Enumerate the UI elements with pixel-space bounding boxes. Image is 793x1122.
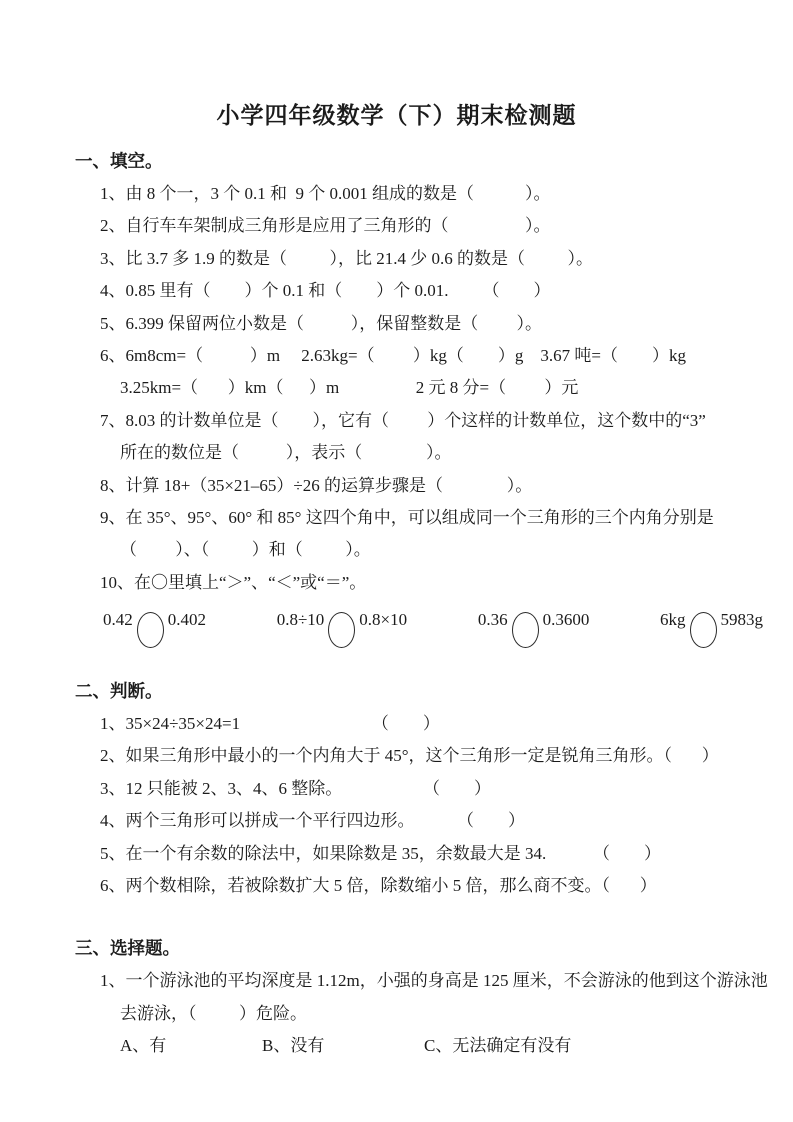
comparison-4-left-value: 6kg (660, 610, 686, 630)
judge-question-4: 4、两个三角形可以拼成一个平行四边形。 （ ） (100, 811, 525, 831)
comparison-2-right-value: 0.8×10 (359, 610, 408, 630)
fill-question-5: 5、6.399 保留两位小数是（ ），保留整数是（ ）。 (100, 313, 542, 333)
comparison-item-1 (103, 606, 206, 642)
fill-question-7-line-1: 7、8.03 的计数单位是（ ），它有（ ）个这样的计数单位，这个数中的“3” (100, 410, 706, 430)
answer-circle-icon (328, 612, 355, 648)
section-multiple-choice (75, 932, 768, 1062)
choice-question-1-options (75, 1030, 757, 1062)
answer-circle-icon (690, 612, 717, 648)
section-true-false (75, 675, 757, 902)
comparison-1-left-value: 0.42 (103, 610, 133, 630)
fill-question-4: 4、0.85 里有（ ）个 0.1 和（ ）个 0.01. （ ） (100, 281, 551, 301)
section-fill-heading: 一、填空。 (75, 151, 163, 171)
fill-question-10: 10、在〇里填上“＞”、“＜”或“＝”。 (100, 572, 367, 592)
choice-question-1-line-2: 去游泳，（ ）危险。 (120, 1003, 307, 1023)
fill-question-3: 3、比 3.7 多 1.9 的数是（ ），比 21.4 少 0.6 的数是（ ）。 (100, 248, 593, 268)
judge-question-2: 2、如果三角形中最小的一个内角大于 45°，这个三角形一定是锐角三角形。（ ） (100, 746, 719, 766)
fill-question-6-line-2: 3.25km=（ ）km（ ）m 2 元 8 分=（ ）元 (120, 378, 579, 398)
fill-question-6-line-1: 6、6m8cm=（ ）m 2.63kg=（ ）kg（ ）g 3.67 吨=（ ）kg (100, 345, 686, 365)
fill-question-8: 8、计算 18+（35×21–65）÷26 的运算步骤是（ ）。 (100, 475, 533, 495)
comparison-2-left-value: 0.8÷10 (276, 610, 325, 630)
fill-question-7-line-2: 所在的数位是（ ），表示（ ）。 (120, 443, 452, 463)
comparison-item-3 (478, 606, 590, 642)
section-fill-in-blanks (75, 145, 763, 649)
page-content (0, 145, 793, 1063)
comparison-3-left-value: 0.36 (477, 610, 508, 630)
page-title: 小学四年级数学（下）期末检测题 (216, 102, 577, 128)
comparison-item-4 (660, 606, 763, 642)
comparison-1-right-value: 0.402 (167, 610, 206, 630)
comparison-item-2 (277, 606, 407, 642)
comparison-3-right-value: 0.3600 (542, 610, 590, 630)
answer-circle-icon (512, 612, 539, 648)
choice-option-a: A、有 (120, 1036, 167, 1056)
answer-circle-icon (137, 612, 164, 648)
fill-question-2: 2、自行车车架制成三角形是应用了三角形的（ ）。 (100, 216, 551, 236)
choice-option-c: C、无法确定有没有 (424, 1036, 572, 1056)
fill-question-1: 1、由 8 个一，3 个 0.1 和 9 个 0.001 组成的数是（ ）。 (100, 184, 551, 203)
choice-question-1-line-1: 1、一个游泳池的平均深度是 1.12m，小强的身高是 125 厘米，不会游泳的他到这个游泳池 (100, 971, 768, 991)
judge-question-3: 3、12 只能被 2、3、4、6 整除。 （ ） (100, 778, 491, 798)
fill-question-9-line-2: （ ）、（ ）和（ ）。 (120, 540, 371, 560)
comparison-row (75, 599, 763, 649)
choice-option-b: B、没有 (262, 1036, 325, 1056)
fill-question-9-line-1: 9、在 35°、95°、60° 和 85° 这四个角中，可以组成同一个三角形的三个内角分别是 (100, 507, 714, 527)
comparison-4-right-value: 5983g (720, 610, 763, 630)
judge-question-1: 1、35×24÷35×24=1 （ ） (100, 714, 440, 734)
section-judge-heading: 二、判断。 (75, 681, 163, 702)
judge-question-5: 5、在一个有余数的除法中，如果除数是 35，余数最大是 34. （ ） (100, 843, 661, 863)
section-choice-heading: 三、选择题。 (75, 938, 180, 959)
judge-question-6: 6、两个数相除，若被除数扩大 5 倍，除数缩小 5 倍，那么商不变。（ ） (100, 876, 657, 896)
